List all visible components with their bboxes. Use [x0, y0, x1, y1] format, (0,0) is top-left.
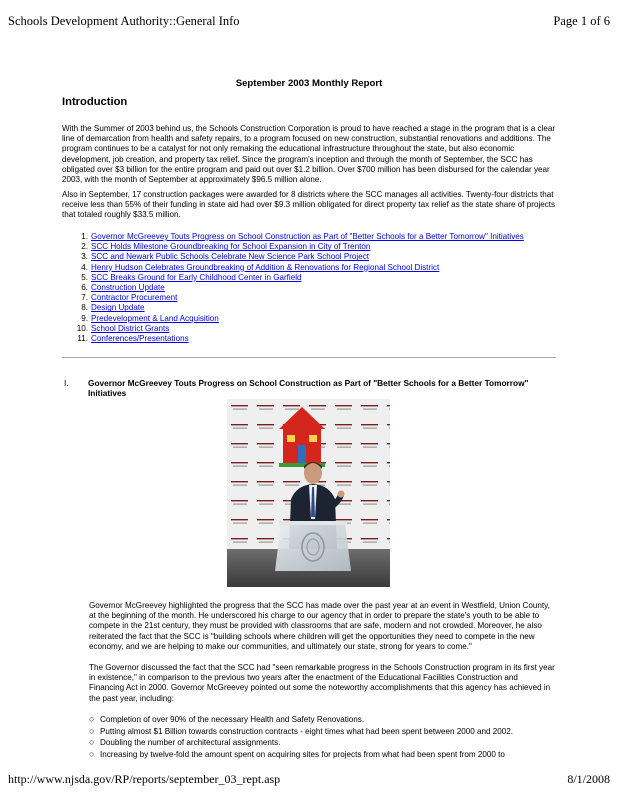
- toc-item: 5. SCC Breaks Ground for Early Childhood Center in Garfield: [81, 272, 302, 282]
- print-header-title: Schools Development Authority::General Info: [8, 14, 240, 28]
- intro-paragraph-2: Also in September, 17 construction packages were awarded for 8 districts where the SCC manages all activities. Twenty-four districts that receive less than 55% of their funding in state aid had over $9.3 million obligated for direct property tax relief as the state share of projects that totaled roughly $33.5 million.: [62, 190, 556, 220]
- intro-heading: Introduction: [62, 96, 128, 108]
- toc-item: 4. Henry Hudson Celebrates Groundbreaking of Addition & Renovations for Regional School District: [81, 262, 440, 272]
- toc-item: 9. Predevelopment & Land Acquisition: [81, 313, 219, 323]
- toc-link-2[interactable]: SCC Holds Milestone Groundbreaking for School Expansion in City of Trenton: [91, 242, 371, 252]
- footer-url: http://www.njsda.gov/RP/reports/september_03_rept.asp: [8, 772, 281, 786]
- page-indicator: Page 1 of 6: [553, 14, 610, 28]
- print-header: [8, 14, 610, 29]
- section-1-title: Governor McGreevey Touts Progress on School Construction as Part of "Better Schools for a Better Tomorrow" Initiatives: [88, 378, 529, 399]
- toc-item: 3. SCC and Newark Public Schools Celebrate New Science Park School Project: [81, 252, 370, 262]
- toc-link-3[interactable]: SCC and Newark Public Schools Celebrate New Science Park School Project: [91, 252, 370, 262]
- list-item: ○ Completion of over 90% of the necessary Health and Safety Renovations.: [89, 714, 365, 724]
- toc-link-9[interactable]: Predevelopment & Land Acquisition: [91, 313, 219, 323]
- print-footer: [8, 772, 610, 787]
- bullet-icon: ○: [89, 725, 95, 736]
- footer-date: 8/1/2008: [567, 772, 610, 786]
- toc-link-1[interactable]: Governor McGreevey Touts Progress on School Construction as Part of "Better Schools for a Better Tomorrow" Initiatives: [91, 232, 524, 241]
- toc-item: 10. School District Grants: [76, 323, 170, 333]
- toc-item: 6. Construction Update: [81, 283, 165, 293]
- section-numeral: I.: [64, 378, 69, 388]
- toc-item: 7. Contractor Procurement: [81, 293, 178, 303]
- toc-link-4[interactable]: Henry Hudson Celebrates Groundbreaking of Addition & Renovations for Regional School District: [91, 262, 440, 272]
- photo-illustration: [227, 399, 390, 587]
- section-1-paragraph-1: Governor McGreevey highlighted the progress that the SCC has made over the past year at an event in Westfield, Union County, at the beginning of the month. He underscored his charge to our agency that in order to prepare the state's youth to be able to compete in the 21st century, they must be provided with classrooms that are safe, modern and not crowded. Moreover, he also reiterated the fact that the SCC is "building schools where children will get the opportunities they need to compete in the new economy, and we are helping to make our communities, and ultimately our state, strong for years to come.": [89, 601, 550, 651]
- report-title: September 2003 Monthly Report: [235, 78, 383, 89]
- governor-event-photo: [227, 399, 390, 587]
- bullet-icon: ○: [89, 714, 95, 724]
- toc-link-5[interactable]: SCC Breaks Ground for Early Childhood Center in Garfield: [91, 272, 302, 282]
- bullet-icon: ○: [89, 737, 95, 748]
- toc-link-7[interactable]: Contractor Procurement: [91, 293, 178, 303]
- toc-item: 8. Design Update: [81, 303, 145, 313]
- bullet-icon: ○: [89, 748, 95, 759]
- section-1-heading: [62, 378, 556, 399]
- toc-item: 2. SCC Holds Milestone Groundbreaking for School Expansion in City of Trenton: [81, 242, 371, 252]
- toc-item: 11. Conferences/Presentations: [77, 334, 189, 344]
- section-divider: [62, 357, 556, 358]
- toc-link-6[interactable]: Construction Update: [91, 283, 165, 293]
- section-1-paragraph-2: The Governor discussed the fact that the SCC had "seen remarkable progress in the Schools Construction program in its first year in existence," in comparison to the previous two years after the enactment of the Educational Facilities Construction and Financing Act in 2000. Governor McGreevey pointed out some the noteworthy accomplishments that this agency has achieved in the past year, including:: [89, 663, 555, 703]
- list-item: ○ Increasing by twelve-fold the amount spent on acquiring sites for projects from what had been spent from 2000 to: [89, 748, 505, 759]
- toc-item: 1. Governor McGreevey Touts Progress on School Construction as Part of "Better Schools for a Better Tomorrow" Initiatives: [81, 232, 524, 241]
- list-item: ○ Doubling the number of architectural assignments.: [89, 737, 281, 748]
- toc-link-11[interactable]: Conferences/Presentations: [91, 334, 189, 344]
- table-of-contents: [62, 232, 556, 344]
- intro-paragraph-1: With the Summer of 2003 behind us, the Schools Construction Corporation is proud to have reached a stage in the program that is a clear line of demarcation from health and safety repairs, to a program focused on new construction, substantial renovations and additions. The program continues to be a catalyst for not only remaking the educational infrastructure throughout the state, but also economic development, job creation, and property tax relief. Since the program's inception and through the month of September, the SCC has obligated over $3 billion for the entire program and paid out over $1.2 billion. Over $700 million has been disbursed for the calendar year 2003, with the month of September at approximately $96.5 million alone.: [62, 124, 556, 185]
- achievements-list: [89, 714, 559, 760]
- toc-link-8[interactable]: Design Update: [91, 303, 145, 313]
- toc-link-10[interactable]: School District Grants: [91, 323, 170, 333]
- list-item: ○ Putting almost $1 Billion towards construction contracts - eight times what had been spent between 2000 and 2002.: [89, 725, 514, 736]
